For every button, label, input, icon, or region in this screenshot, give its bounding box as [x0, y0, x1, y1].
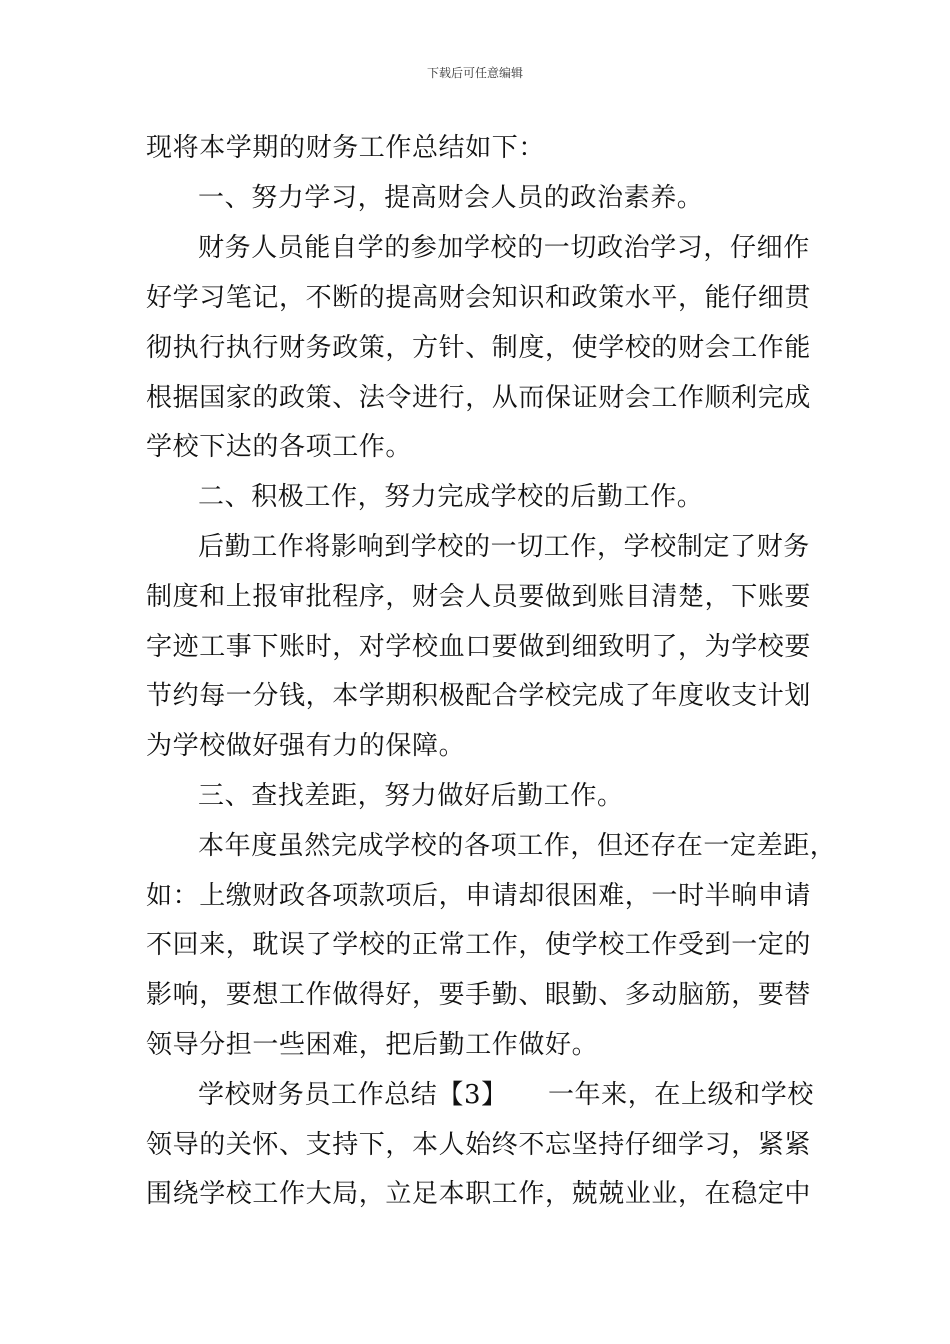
text-line: 领导分担一些困难，把后勤工作做好。	[146, 1030, 599, 1060]
text-line: 字迹工事下账时，对学校血口要做到细致明了，为学校要	[146, 632, 812, 662]
text-line: 学校下达的各项工作。	[146, 432, 413, 462]
page-header: 下载后可任意编辑	[426, 66, 523, 80]
text-line: 围绕学校工作大局，立足本职工作，兢兢业业，在稳定中	[146, 1179, 812, 1209]
text-line: 彻执行执行财务政策，方针、制度，使学校的财会工作能	[146, 333, 812, 363]
section-heading: 一、努力学习，提高财会人员的政治素养。	[198, 183, 704, 213]
text-line: 本年度虽然完成学校的各项工作，但还存在一定差距，	[198, 831, 837, 861]
text-line: 不回来，耽误了学校的正常工作，使学校工作受到一定的	[146, 930, 812, 960]
text-line: 制度和上报审批程序，财会人员要做到账目清楚，下账要	[146, 582, 812, 612]
section-heading: 三、查找差距，努力做好后勤工作。	[198, 781, 624, 811]
text-line: 如：上缴财政各项款项后，申请却很困难，一时半晌申请	[146, 881, 812, 911]
text-line: 财务人员能自学的参加学校的一切政治学习，仔细作	[198, 233, 810, 263]
text-line: 后勤工作将影响到学校的一切工作，学校制定了财务	[198, 532, 810, 562]
text-line: 好学习笔记，不断的提高财会知识和政策水平，能仔细贯	[146, 283, 812, 313]
text-line: 根据国家的政策、法令进行，从而保证财会工作顺利完成	[146, 383, 812, 413]
text-line: 节约每一分钱，本学期积极配合学校完成了年度收支计划	[146, 681, 812, 711]
text-line: 现将本学期的财务工作总结如下：	[146, 133, 546, 163]
section-heading: 二、积极工作，努力完成学校的后勤工作。	[198, 482, 704, 512]
text-line: 影响，要想工作做得好，要手勤、眼勤、多动脑筋，要替	[146, 980, 812, 1010]
text-line: 领导的关怀、支持下，本人始终不忘坚持仔细学习，紧紧	[146, 1130, 812, 1160]
text-line: 为学校做好强有力的保障。	[146, 731, 466, 761]
text-line: 学校财务员工作总结【3】 一年来，在上级和学校	[198, 1080, 814, 1110]
